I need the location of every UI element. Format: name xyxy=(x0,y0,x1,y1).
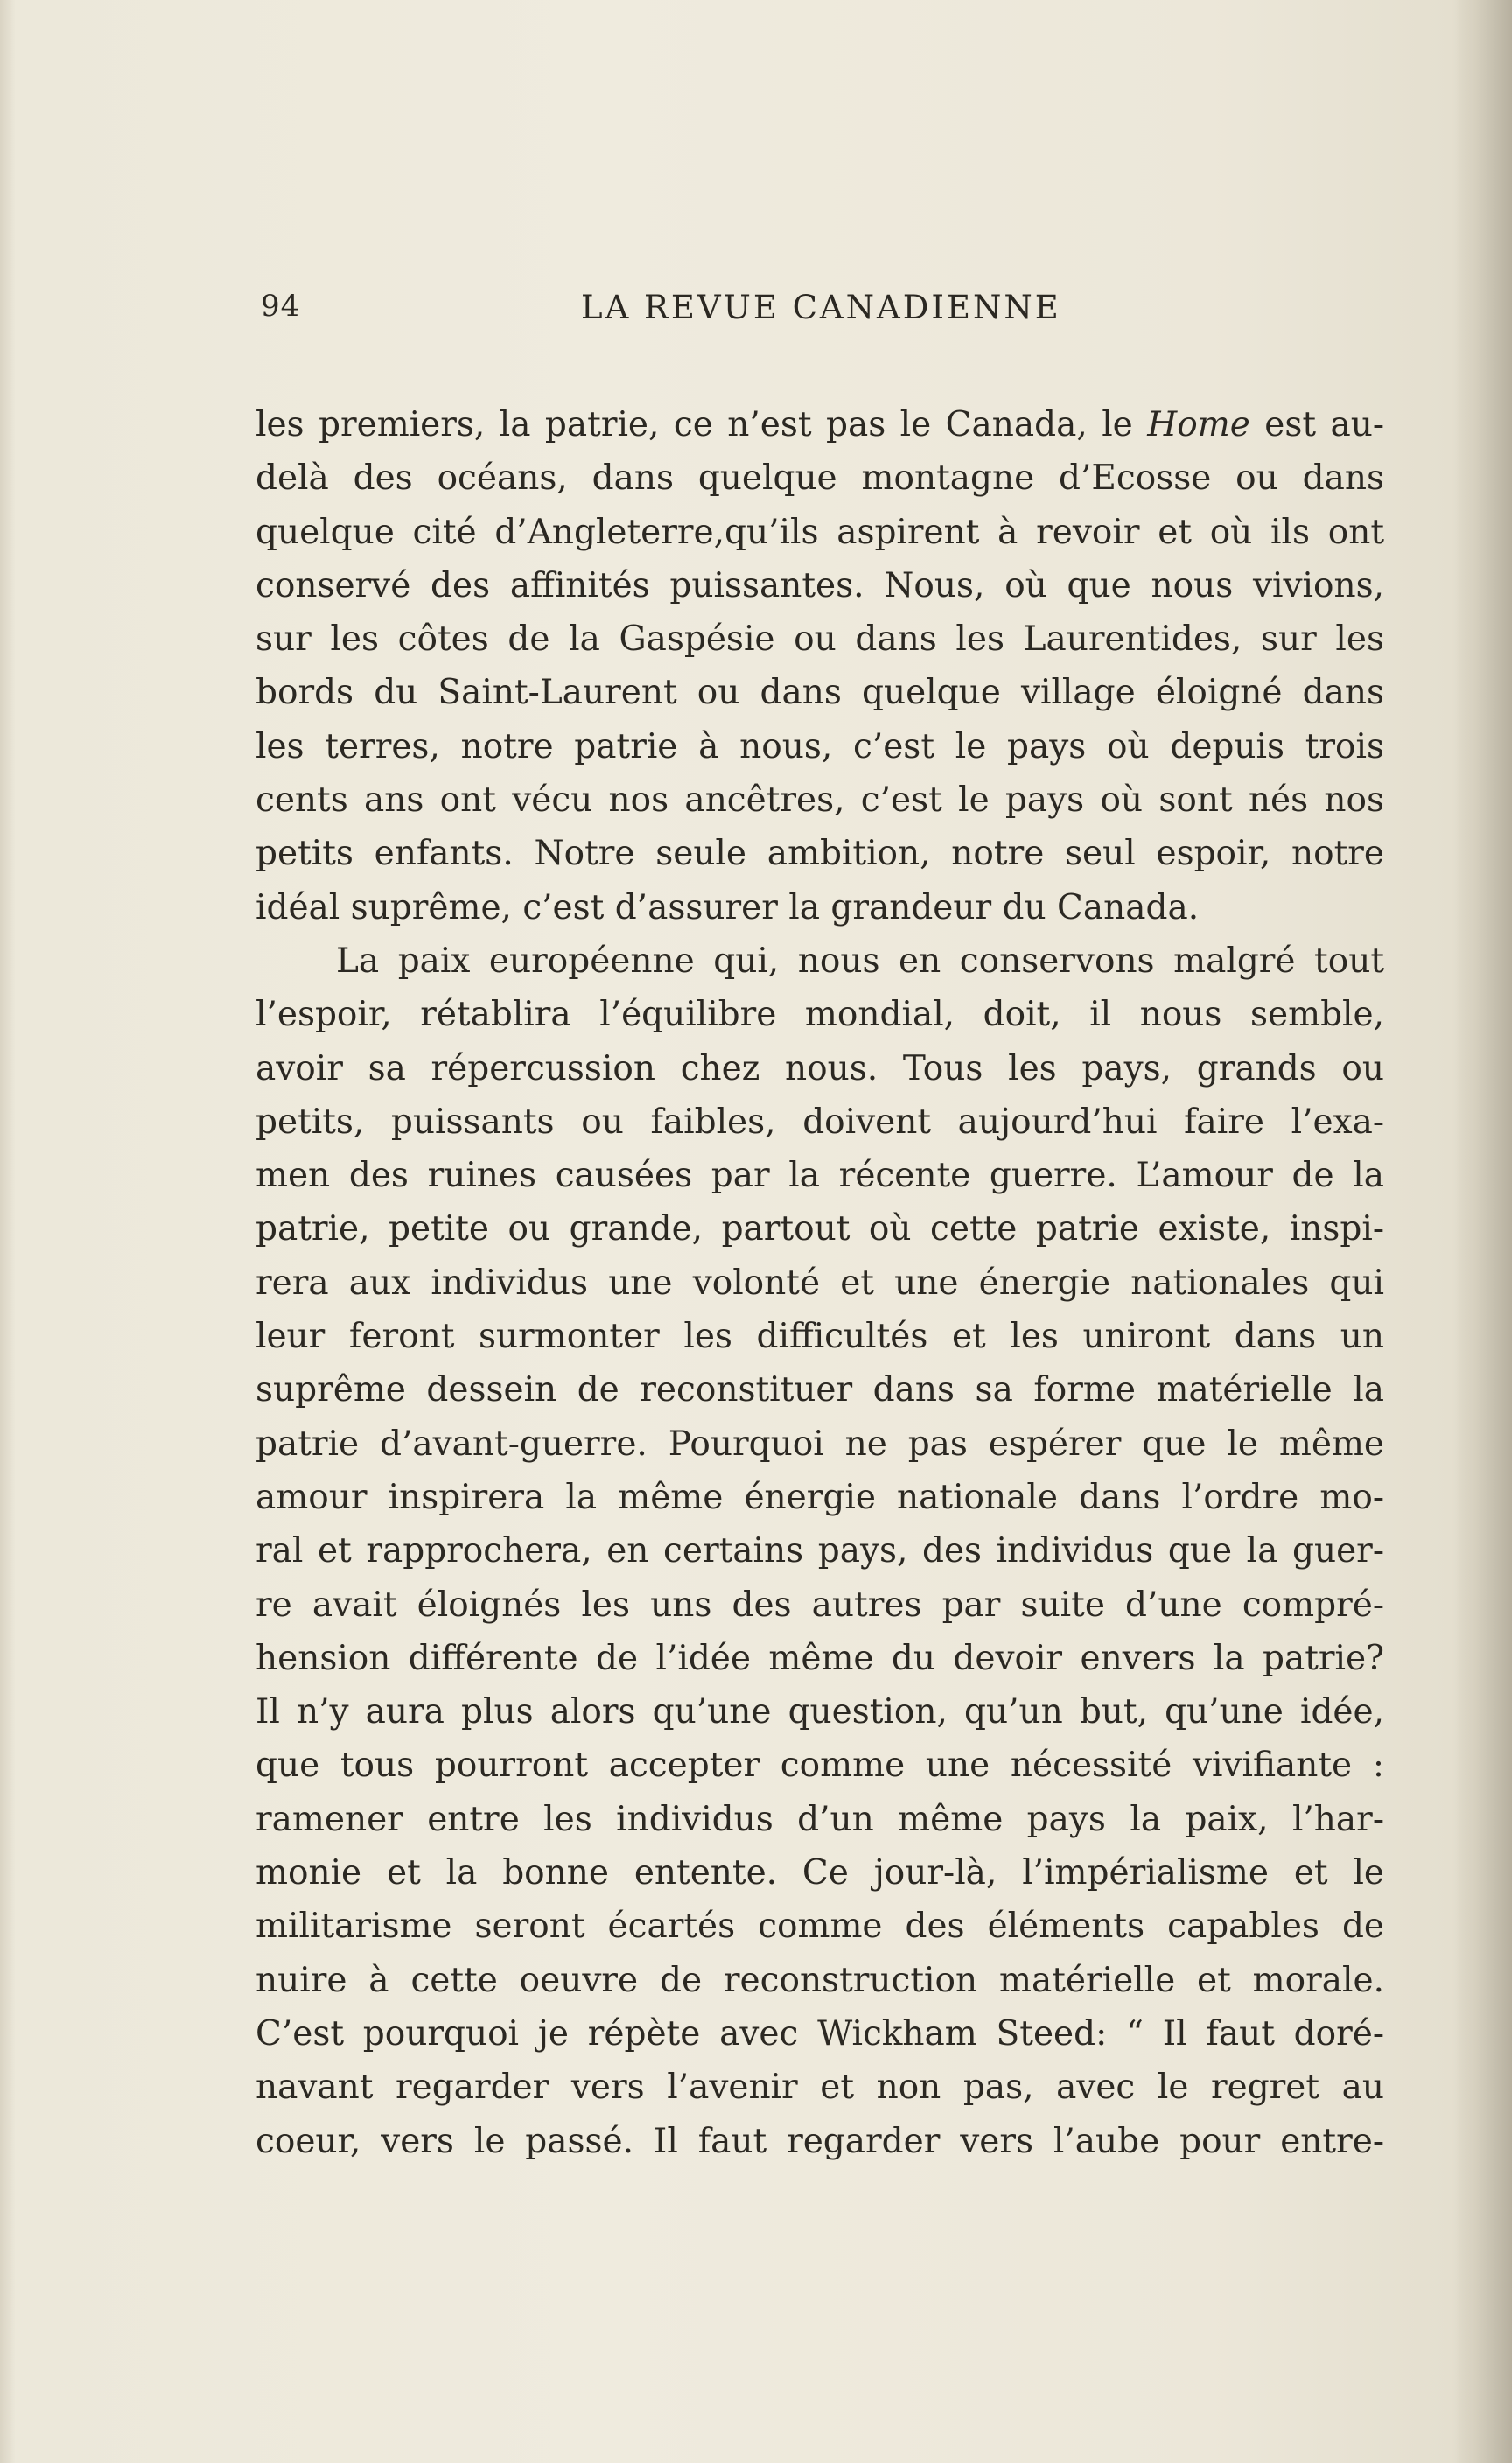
text-line: rera aux individus une volonté et une énergie nationales qui xyxy=(256,1263,1384,1303)
text-line: avoir sa répercussion chez nous. Tous les pays, grands ou xyxy=(256,1048,1384,1088)
text-line: patrie d’avant-guerre. Pourquoi ne pas espérer que le même xyxy=(256,1424,1384,1464)
page-edge-shadow xyxy=(1456,0,1512,2463)
page-number: 94 xyxy=(261,289,301,324)
text-line: cents ans ont vécu nos ancêtres, c’est le pays où sont nés nos xyxy=(256,780,1384,821)
text-line: amour inspirera la même énergie nationale dans l’ordre mo- xyxy=(256,1477,1384,1517)
text-line: Il n’y aura plus alors qu’une question, qu’un but, qu’une idée, xyxy=(256,1692,1384,1732)
paragraph-end-line: idéal suprême, c’est d’assurer la grandeur du Canada. xyxy=(256,887,1200,927)
text-line: patrie, petite ou grande, partout où cette patrie existe, inspi- xyxy=(256,1209,1384,1249)
text-line: sur les côtes de la Gaspésie ou dans les Laurentides, sur les xyxy=(256,619,1384,660)
text-line: les terres, notre patrie à nous, c’est le pays où depuis trois xyxy=(256,726,1384,766)
text-line: leur feront surmonter les difficultés et les uniront dans un xyxy=(256,1317,1384,1357)
text-line: quelque cité d’Angleterre,qu’ils aspirent à revoir et où ils ont xyxy=(256,512,1384,552)
text-line: coeur, vers le passé. Il faut regarder vers l’aube pour entre- xyxy=(256,2121,1384,2161)
text-line: bords du Saint-Laurent ou dans quelque village éloigné dans xyxy=(256,673,1384,713)
text-line: conservé des affinités puissantes. Nous, où que nous vivions, xyxy=(256,565,1384,605)
text-line: C’est pourquoi je répète avec Wickham Steed: “ Il faut doré- xyxy=(256,2013,1384,2054)
text-line: militarisme seront écartés comme des éléments capables de xyxy=(256,1907,1384,1947)
text-line: petits enfants. Notre seule ambition, notre seul espoir, notre xyxy=(256,834,1384,874)
body-text xyxy=(256,398,1384,2168)
text-line: navant regarder vers l’avenir et non pas, avec le regret au xyxy=(256,2068,1384,2108)
text-line: hension différente de l’idée même du devoir envers la patrie? xyxy=(256,1638,1384,1678)
gutter-shadow xyxy=(0,0,16,2463)
text-line: re avait éloignés les uns des autres par suite d’une compré- xyxy=(256,1585,1384,1625)
text-line: les premiers, la patrie, ce n’est pas le Canada, le Home est au- xyxy=(256,405,1385,444)
running-head xyxy=(261,289,1136,341)
text-line: nuire à cette oeuvre de reconstruction matérielle et morale. xyxy=(256,1960,1384,2000)
text-line: ramener entre les individus d’un même pays la paix, l’har- xyxy=(256,1799,1384,1839)
text-line: que tous pourront accepter comme une nécessité vivifiante : xyxy=(256,1746,1384,1786)
italic-word: Home xyxy=(1147,405,1250,444)
text-line: suprême dessein de reconstituer dans sa forme matérielle la xyxy=(256,1370,1384,1410)
text-line: petits, puissants ou faibles, doivent aujourd’hui faire l’exa- xyxy=(256,1102,1384,1142)
journal-title: LA REVUE CANADIENNE xyxy=(581,289,1061,326)
text-line: l’espoir, rétablira l’équilibre mondial, doit, il nous semble, xyxy=(256,995,1384,1035)
text-line: men des ruines causées par la récente guerre. L’amour de la xyxy=(256,1156,1384,1196)
text-line: ral et rapprochera, en certains pays, des individus que la guer- xyxy=(256,1531,1384,1571)
paragraph-start-line: La paix européenne qui, nous en conservons malgré tout xyxy=(336,941,1384,981)
text-line: monie et la bonne entente. Ce jour-là, l’impérialisme et le xyxy=(256,1853,1384,1893)
text-line: delà des océans, dans quelque montagne d’Ecosse ou dans xyxy=(256,458,1384,499)
